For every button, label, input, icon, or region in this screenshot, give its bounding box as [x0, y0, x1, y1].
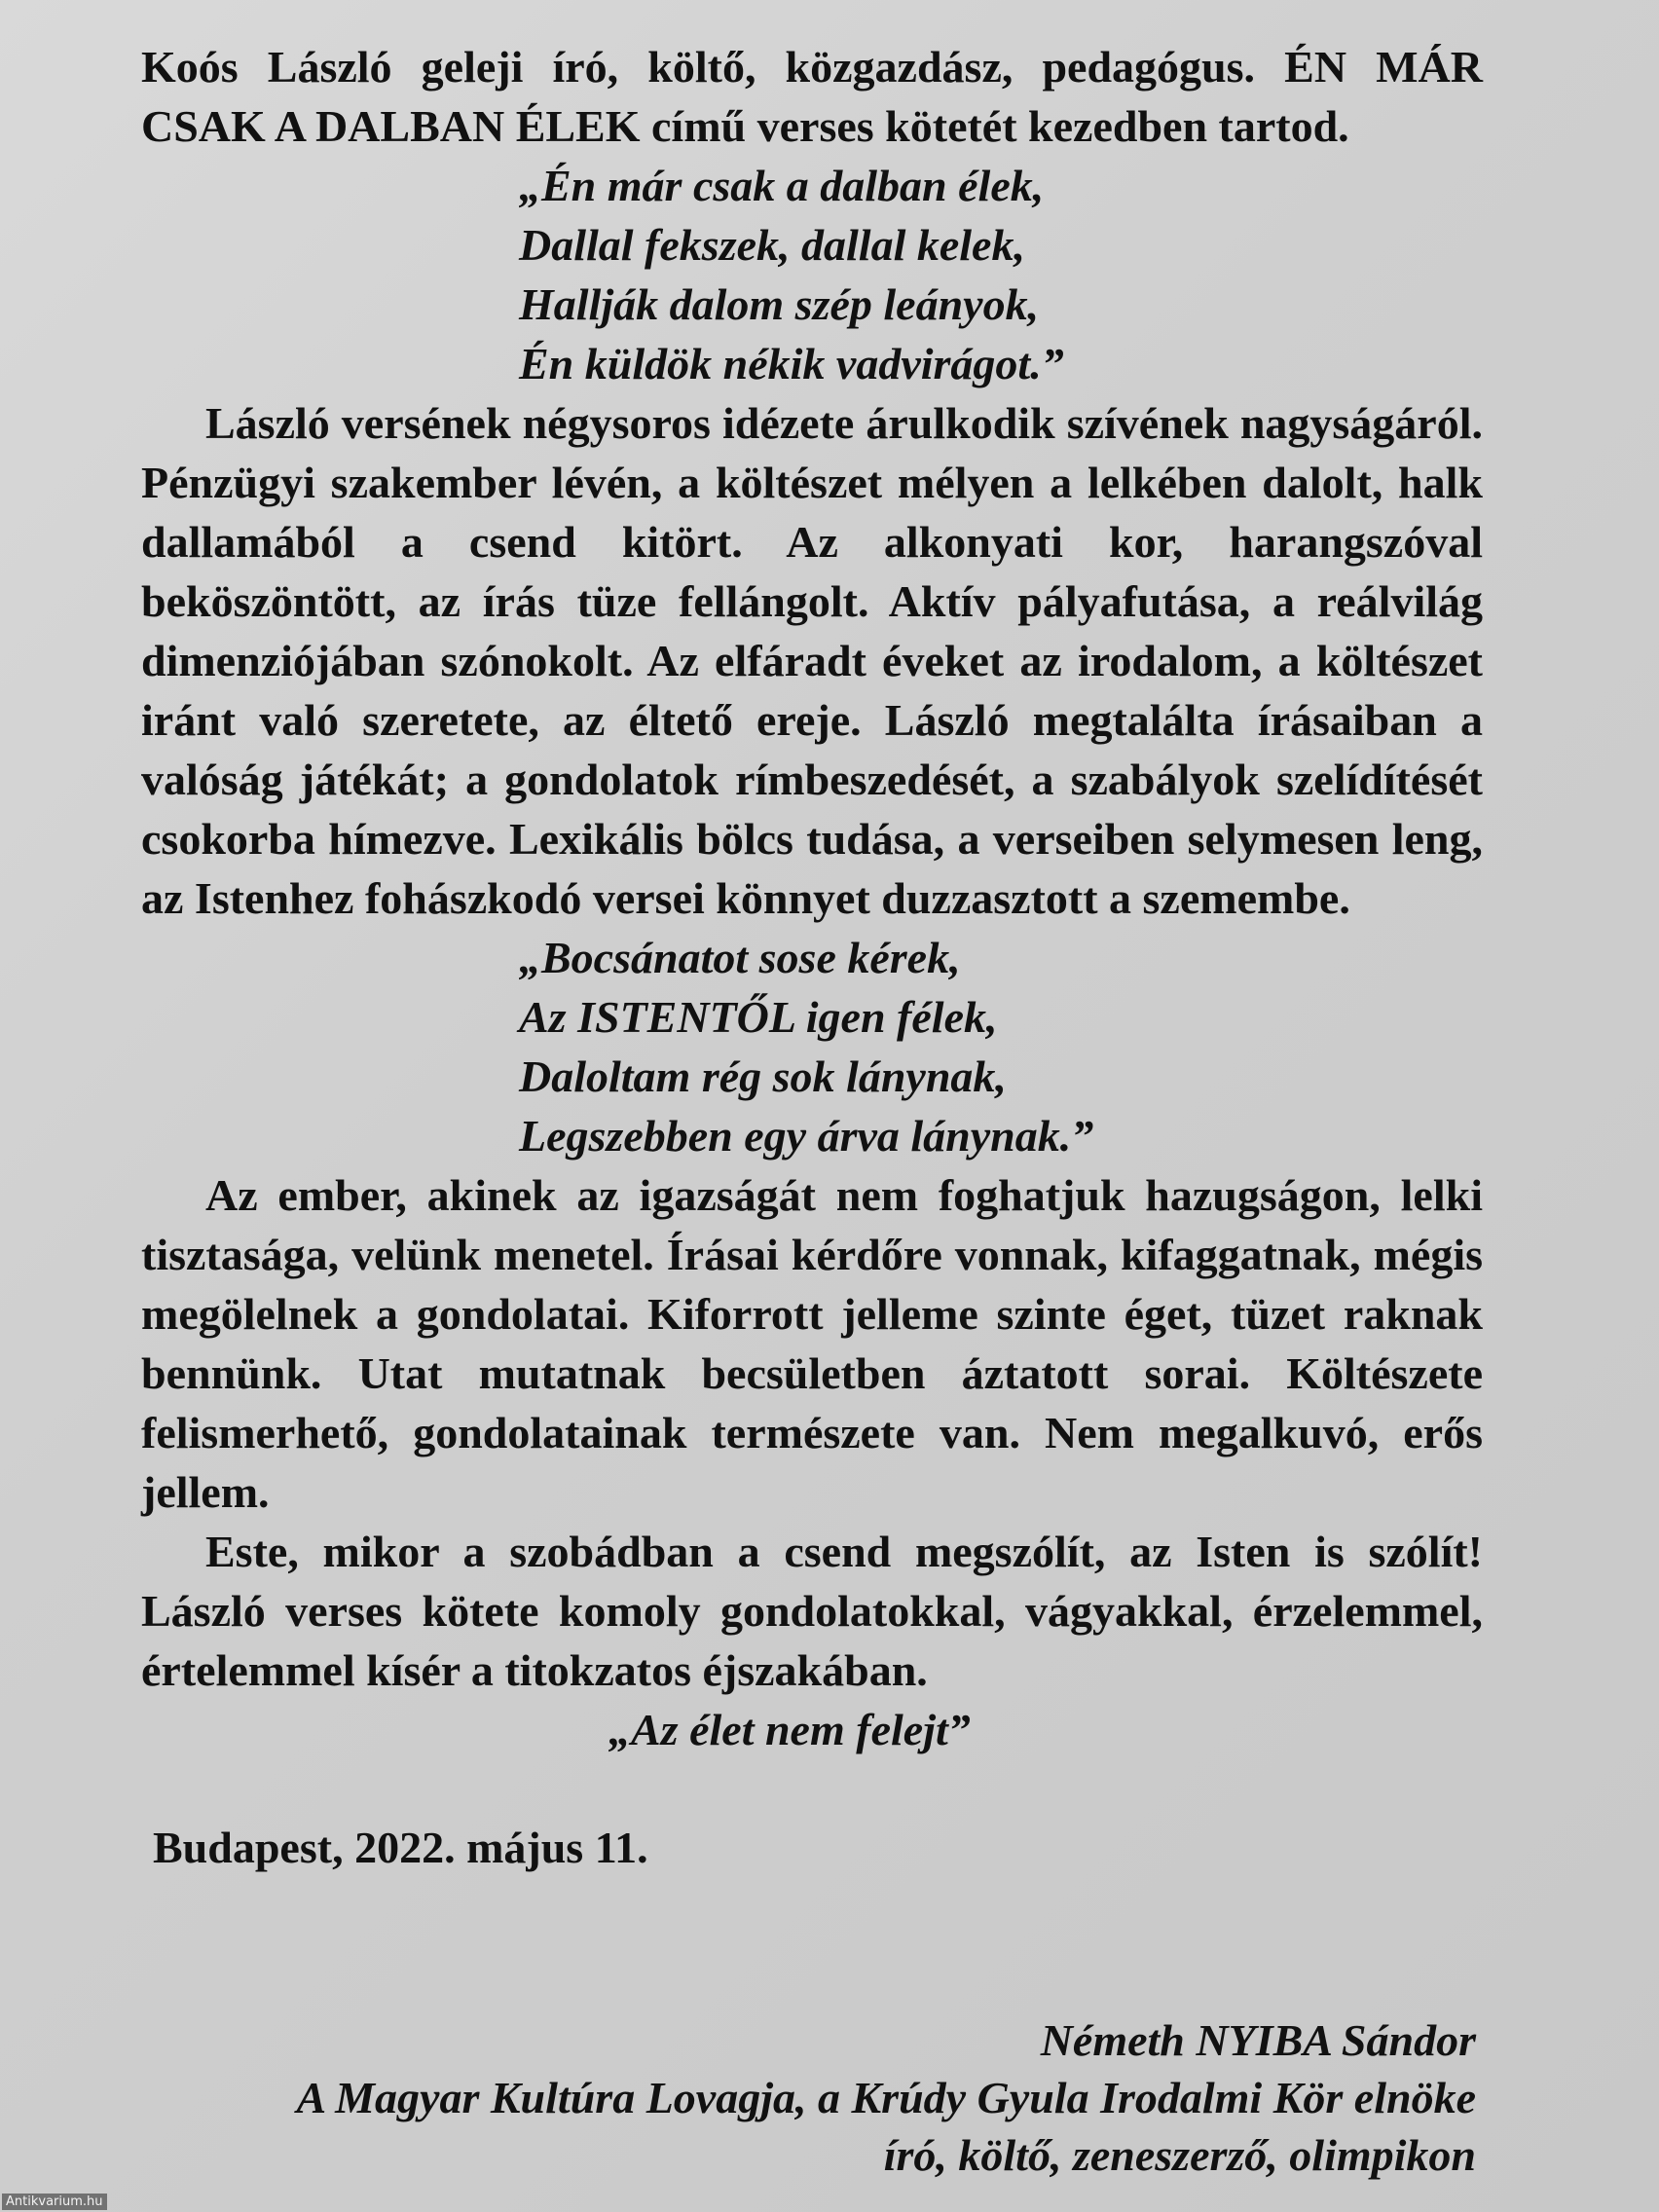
verse-line: Az ISTENTŐL igen félek, [519, 992, 998, 1042]
paragraph-3: Este, mikor a szobádban a csend megszólít, az Isten is szólít! László verses kötete komoly gondolatokkal, vágyakkal, érzelemmel, értelemmel kísér a titokzatos éjszakában. [141, 1527, 1483, 1695]
verse-quote-1 [141, 156, 1483, 393]
signature-name: Németh NYIBA Sándor [1040, 2015, 1476, 2065]
verse-line: Dallal fekszek, dallal kelek, [519, 220, 1025, 270]
paragraph-2: Az ember, akinek az igazságát nem foghatjuk hazugságon, lelki tisztasága, velünk menetel. Írásai kérdőre vonnak, kifaggatnak, mégis megölelnek a gondolatai. Kiforrott jelleme szinte éget, tüzet raknak bennünk. Utat mutatnak becsületben áztatott sorai. Költészete felismerhető, gondolatainak természete van. Nem megalkuvó, erős jellem. [141, 1170, 1483, 1517]
verse-line: Daloltam rég sok lánynak, [519, 1051, 1007, 1101]
paragraph-1: László versének négysoros idézete árulkodik szívének nagyságáról. Pénzügyi szakember lévén, a költészet mélyen a lelkében dalolt, halk dallamából a csend kitört. Az alkonyati kor, harangszóval beköszöntött, az írás tüze fellángolt. Aktív pályafutása, a reálvilág dimenziójában szónokolt. Az elfáradt éveket az irodalom, a költészet iránt való szeretete, az éltető ereje. László megtalálta írásaiban a valóság játékát; a gondolatok rímbeszedését, a szabályok szelídítését csokorba hímezve. Lexikális bölcs tudása, a verseiben selymesen leng, az Istenhez fohászkodó versei könnyet duzzasztott a szemembe. [141, 398, 1483, 923]
motto-quote: „Az élet nem felejt” [608, 1705, 971, 1754]
verse-line: Hallják dalom szép leányok, [519, 279, 1040, 329]
signature-roles: író, költő, zeneszerző, olimpikon [883, 2130, 1476, 2180]
document-body [141, 37, 1483, 1877]
verse-line: Legszebben egy árva lánynak.” [519, 1111, 1094, 1161]
watermark-label: Antikvarium.hu [2, 2194, 107, 2210]
intro-text [141, 37, 1483, 156]
signature-block [297, 2011, 1476, 2184]
place-date: Budapest, 2022. május 11. [153, 1823, 648, 1872]
signature-title: A Magyar Kultúra Lovagja, a Krúdy Gyula Irodalmi Kör elnöke [296, 2073, 1476, 2122]
intro-line-1: Koós László geleji író, költő, közgazdász, pedagógus. ÉN MÁR [141, 42, 1483, 92]
verse-quote-2 [141, 928, 1483, 1165]
verse-line: „Én már csak a dalban élek, [519, 161, 1045, 210]
verse-line: Én küldök nékik vadvirágot.” [519, 339, 1064, 388]
verse-line: „Bocsánatot sose kérek, [519, 933, 961, 982]
intro-line-2: CSAK A DALBAN ÉLEK című verses kötetét kezedben tartod. [141, 101, 1349, 151]
